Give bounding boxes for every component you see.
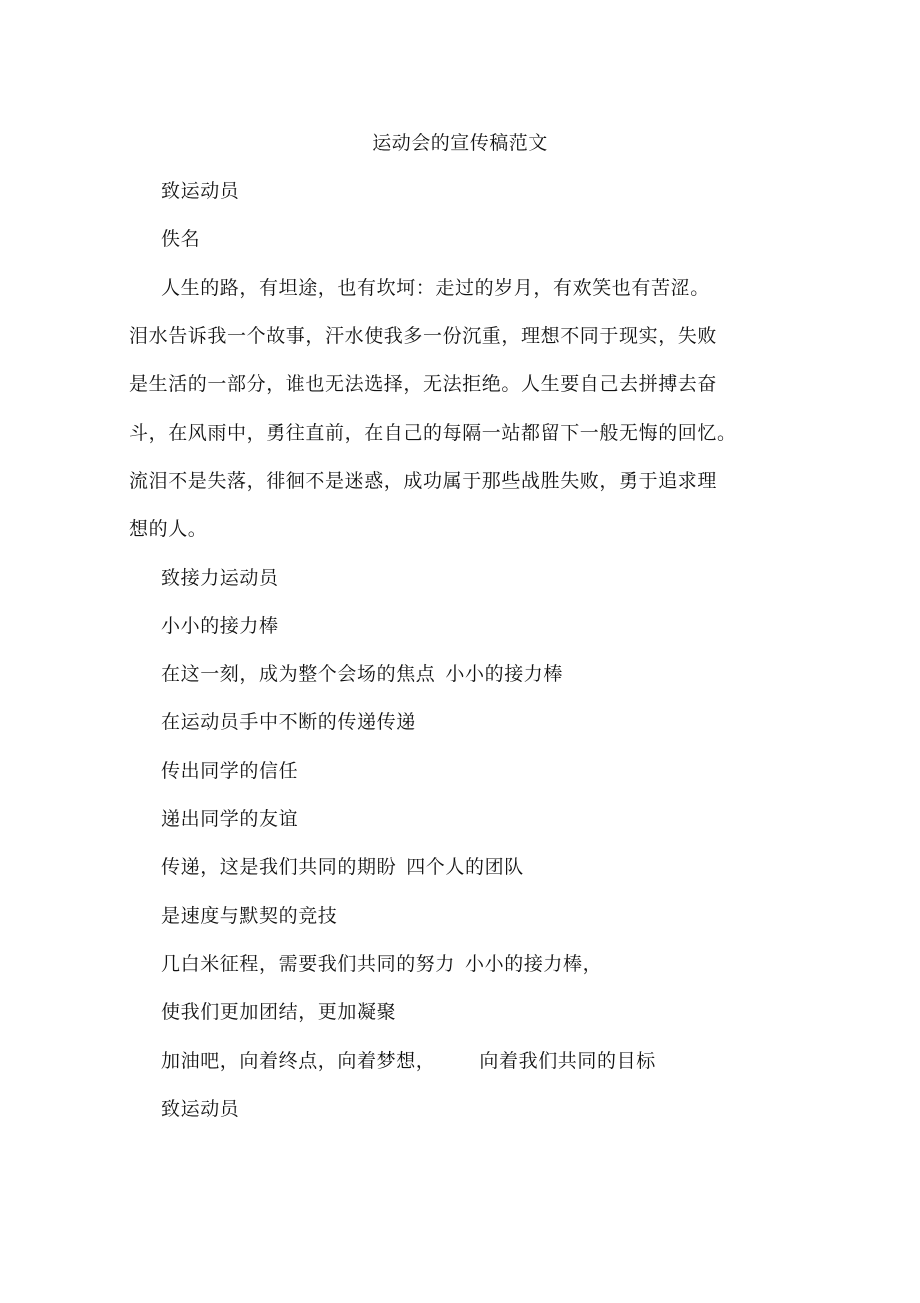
poem-line-part: 加油吧，向着终点，向着梦想， bbox=[161, 1050, 436, 1072]
poem-line: 在运动员手中不断的传递传递 bbox=[161, 711, 416, 733]
poem-line-part: 传递，这是我们共同的期盼 bbox=[161, 856, 397, 878]
section-heading: 致运动员 bbox=[161, 1098, 240, 1120]
poem-line-part: 小小的接力棒， bbox=[465, 953, 603, 975]
poem-line: 是速度与默契的竞技 bbox=[161, 905, 338, 927]
poem-title: 小小的接力棒 bbox=[161, 615, 279, 637]
section-heading: 致接力运动员 bbox=[161, 567, 279, 589]
paragraph-line: 斗，在风雨中，勇往直前，在自己的每隔一站都留下一般无悔的回忆。 bbox=[129, 422, 737, 444]
poem-line-part: 在这一刻，成为整个会场的焦点 bbox=[161, 663, 436, 685]
paragraph-line: 泪水告诉我一个故事，汗水使我多一份沉重，理想不同于现实，失败 bbox=[129, 325, 718, 347]
paragraph-line: 人生的路，有坦途，也有坎坷：走过的岁月，有欢笑也有苦涩。 bbox=[161, 277, 710, 299]
paragraph-line: 流泪不是失落，徘徊不是迷惑，成功属于那些战胜失败，勇于追求理 bbox=[129, 470, 718, 492]
poem-line-part: 四个人的团队 bbox=[406, 856, 524, 878]
section-heading: 致运动员 bbox=[161, 180, 240, 202]
poem-line bbox=[161, 662, 563, 686]
poem-line bbox=[161, 855, 524, 879]
poem-line bbox=[161, 1049, 656, 1073]
poem-line: 使我们更加团结，更加凝聚 bbox=[161, 1001, 397, 1023]
author-line: 佚名 bbox=[161, 228, 201, 250]
poem-line-part: 小小的接力棒 bbox=[445, 663, 564, 685]
paragraph-line: 是生活的一部分，谁也无法选择，无法拒绝。人生要自己去拼搏去奋 bbox=[129, 373, 718, 395]
poem-line: 递出同学的友谊 bbox=[161, 808, 299, 830]
paragraph-line: 想的人。 bbox=[129, 518, 208, 540]
poem-line-part: 向着我们共同的目标 bbox=[479, 1050, 656, 1072]
document-title: 运动会的宣传稿范文 bbox=[372, 132, 548, 154]
poem-line-part: 几白米征程，需要我们共同的努力 bbox=[161, 953, 456, 975]
poem-line: 传出同学的信任 bbox=[161, 760, 299, 782]
poem-line bbox=[161, 952, 602, 976]
